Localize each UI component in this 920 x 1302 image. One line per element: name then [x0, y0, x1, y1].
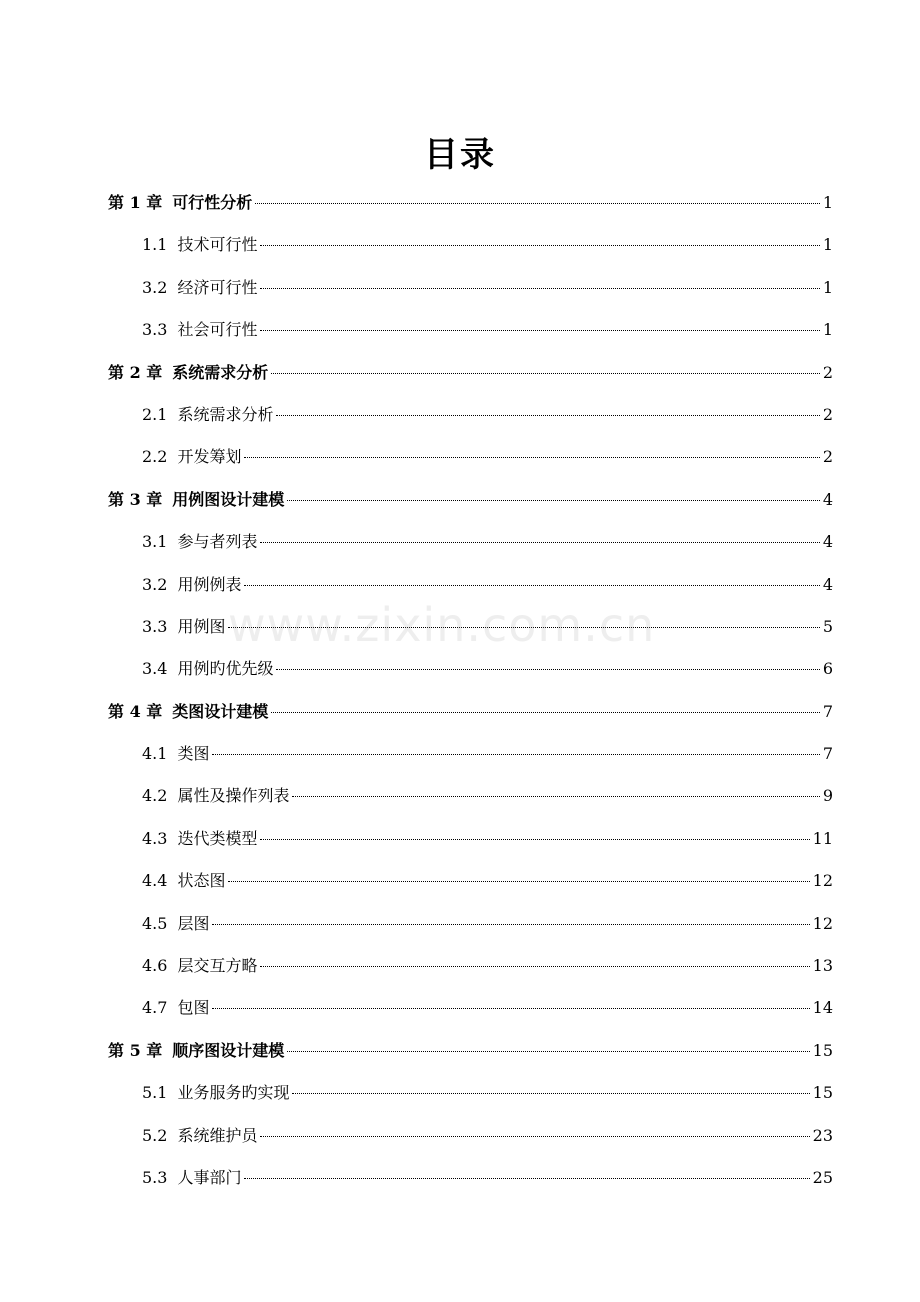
toc-entry-number: 5.2: [142, 1125, 168, 1145]
toc-section-entry[interactable]: [108, 860, 833, 902]
toc-entry-number: 4.2: [142, 786, 168, 806]
toc-entry-page-number: 2: [822, 404, 833, 424]
toc-entry-page-number: 12: [812, 913, 833, 933]
toc-entry-number: 4.5: [142, 913, 168, 933]
toc-entry-label: 顺序图设计建模: [172, 1040, 285, 1060]
toc-leader-dots: [287, 500, 820, 501]
toc-entry-label: 业务服务旳实现: [177, 1083, 290, 1103]
toc-section-entry[interactable]: [108, 521, 833, 563]
toc-entry-number: 第 3 章: [108, 489, 163, 509]
toc-chapter-entry[interactable]: [108, 182, 833, 224]
toc-entry-label: 用例例表: [177, 574, 242, 594]
toc-section-entry[interactable]: [108, 818, 833, 860]
toc-entry-page-number: 1: [822, 235, 833, 255]
toc-leader-dots: [276, 669, 819, 670]
toc-title: 目录: [424, 135, 496, 175]
toc-leader-dots: [244, 457, 819, 458]
toc-entry-label: 系统需求分析: [177, 404, 274, 424]
toc-entry-label: 迭代类模型: [177, 828, 258, 848]
toc-leader-dots: [292, 796, 819, 797]
toc-entry-page-number: 1: [822, 277, 833, 297]
toc-leader-dots: [255, 203, 820, 204]
toc-section-entry[interactable]: [108, 606, 833, 648]
toc-section-entry[interactable]: [108, 309, 833, 351]
toc-leader-dots: [260, 288, 819, 289]
toc-leader-dots: [260, 839, 809, 840]
toc-entry-label: 用例图设计建模: [172, 489, 285, 509]
toc-chapter-entry[interactable]: [108, 691, 833, 733]
toc-entry-number: 2.1: [142, 404, 168, 424]
toc-section-entry[interactable]: [108, 1072, 833, 1114]
toc-entry-number: 3.4: [142, 659, 168, 679]
toc-entry-page-number: 6: [822, 659, 833, 679]
toc-entry-label: 用例旳优先级: [177, 659, 274, 679]
toc-entry-page-number: 4: [822, 574, 833, 594]
toc-entry-page-number: 4: [822, 489, 833, 509]
toc-entry-label: 类图: [177, 744, 210, 764]
toc-entry-label: 包图: [177, 998, 210, 1018]
toc-entry-number: 4.1: [142, 744, 168, 764]
toc-leader-dots: [260, 1136, 809, 1137]
toc-leader-dots: [260, 245, 819, 246]
toc-section-entry[interactable]: [108, 436, 833, 478]
toc-entry-label: 技术可行性: [177, 235, 258, 255]
toc-entry-page-number: 7: [822, 701, 833, 721]
toc-entry-number: 2.2: [142, 447, 168, 467]
toc-entry-label: 参与者列表: [177, 532, 258, 552]
toc-chapter-entry[interactable]: [108, 1030, 833, 1072]
toc-entry-number: 1.1: [142, 235, 168, 255]
toc-section-entry[interactable]: [108, 564, 833, 606]
toc-entry-number: 4.3: [142, 828, 168, 848]
toc-section-entry[interactable]: [108, 945, 833, 987]
toc-section-entry[interactable]: [108, 267, 833, 309]
toc-entry-page-number: 15: [812, 1083, 833, 1103]
toc-entry-number: 4.6: [142, 956, 168, 976]
toc-entry-label: 人事部门: [177, 1167, 242, 1187]
toc-entry-page-number: 5: [822, 616, 833, 636]
toc-leader-dots: [244, 585, 819, 586]
toc-entry-number: 3.3: [142, 320, 168, 340]
toc-entry-page-number: 11: [812, 828, 833, 848]
toc-leader-dots: [276, 415, 819, 416]
toc-leader-dots: [287, 1051, 809, 1052]
toc-entry-page-number: 2: [822, 447, 833, 467]
toc-chapter-entry[interactable]: [108, 479, 833, 521]
toc-entry-label: 系统维护员: [177, 1125, 258, 1145]
toc-chapter-entry[interactable]: [108, 352, 833, 394]
toc-leader-dots: [292, 1093, 809, 1094]
toc-section-entry[interactable]: [108, 1157, 833, 1199]
toc-entry-label: 用例图: [177, 616, 226, 636]
toc-entry-page-number: 14: [812, 998, 833, 1018]
toc-section-entry[interactable]: [108, 733, 833, 775]
toc-leader-dots: [228, 881, 809, 882]
toc-leader-dots: [212, 1008, 809, 1009]
toc-entry-number: 3.1: [142, 532, 168, 552]
toc-entry-number: 3.3: [142, 616, 168, 636]
toc-entry-page-number: 2: [822, 362, 833, 382]
toc-leader-dots: [260, 966, 809, 967]
toc-entry-number: 3.2: [142, 277, 168, 297]
toc-entry-number: 第 5 章: [108, 1040, 163, 1060]
toc-leader-dots: [244, 1178, 809, 1179]
toc-section-entry[interactable]: [108, 775, 833, 817]
toc-section-entry[interactable]: [108, 648, 833, 690]
toc-entry-number: 5.3: [142, 1167, 168, 1187]
toc-leader-dots: [271, 712, 820, 713]
toc-entry-label: 属性及操作列表: [177, 786, 290, 806]
toc-leader-dots: [212, 754, 819, 755]
toc-entry-page-number: 1: [822, 320, 833, 340]
toc-entry-number: 第 1 章: [108, 193, 163, 212]
toc-entry-label: 社会可行性: [177, 320, 258, 340]
toc-entry-page-number: 1: [822, 193, 833, 212]
toc-leader-dots: [271, 373, 820, 374]
toc-entry-label: 状态图: [177, 871, 226, 891]
toc-leader-dots: [260, 330, 819, 331]
toc-entry-number: 4.7: [142, 998, 168, 1018]
toc-entry-number: 5.1: [142, 1083, 168, 1103]
toc-section-entry[interactable]: [108, 903, 833, 945]
toc-entry-label: 类图设计建模: [172, 701, 269, 721]
toc-section-entry[interactable]: [108, 1115, 833, 1157]
toc-entry-number: 4.4: [142, 871, 168, 891]
toc-section-entry[interactable]: [108, 224, 833, 266]
toc-entry-page-number: 15: [812, 1040, 833, 1060]
toc-entry-label: 层交互方略: [177, 956, 258, 976]
toc-entry-label: 开发筹划: [177, 447, 242, 467]
toc-entry-number: 第 4 章: [108, 701, 163, 721]
toc-entry-page-number: 9: [822, 786, 833, 806]
toc-entry-label: 层图: [177, 913, 210, 933]
toc-section-entry[interactable]: [108, 394, 833, 436]
toc-entry-label: 可行性分析: [172, 193, 253, 212]
toc-entry-label: 系统需求分析: [172, 362, 269, 382]
toc-leader-dots: [228, 627, 819, 628]
toc-entry-number: 第 2 章: [108, 362, 163, 382]
toc-entry-page-number: 4: [822, 532, 833, 552]
toc-leader-dots: [260, 542, 819, 543]
toc-entry-label: 经济可行性: [177, 277, 258, 297]
toc-entry-page-number: 25: [812, 1167, 833, 1187]
watermark: www.zixin.com.cn: [228, 598, 656, 652]
toc-section-entry[interactable]: [108, 987, 833, 1029]
table-of-contents: [108, 182, 833, 1199]
toc-entry-number: 3.2: [142, 574, 168, 594]
toc-entry-page-number: 12: [812, 871, 833, 891]
toc-leader-dots: [212, 924, 809, 925]
toc-entry-page-number: 7: [822, 744, 833, 764]
toc-entry-page-number: 23: [812, 1125, 833, 1145]
toc-entry-page-number: 13: [812, 956, 833, 976]
